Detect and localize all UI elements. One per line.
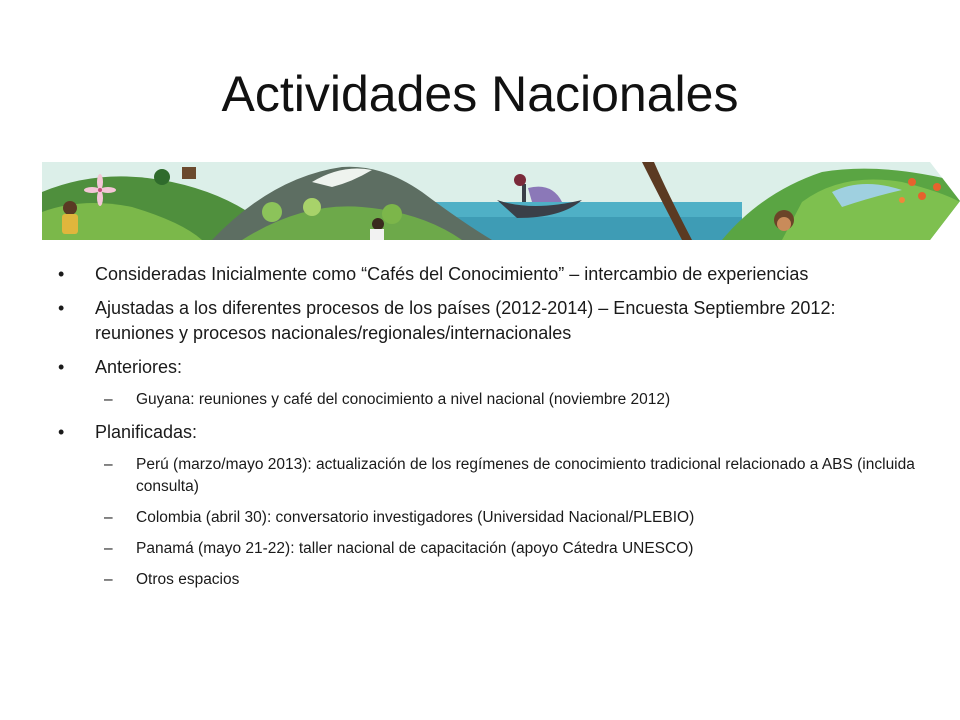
bullet-item: • Consideradas Inicialmente como “Cafés del Conocimiento” – intercambio de experiencias bbox=[56, 262, 916, 287]
sub-bullet-text: Colombia (abril 30): conversatorio investigadores (Universidad Nacional/PLEBIO) bbox=[136, 509, 695, 526]
dash-marker: – bbox=[104, 540, 113, 557]
dash-marker: – bbox=[104, 391, 113, 408]
landscape-illustration-icon bbox=[42, 162, 960, 240]
bullet-item: • Anteriores: bbox=[56, 355, 916, 380]
dash-marker: – bbox=[104, 509, 113, 526]
sub-bullet-text: Perú (marzo/mayo 2013): actualización de los regímenes de conocimiento tradicional relacionado a ABS (incluida consulta) bbox=[136, 456, 915, 495]
sub-bullet-text: Guyana: reuniones y café del conocimiento a nivel nacional (noviembre 2012) bbox=[136, 391, 671, 408]
sub-bullet-text: Panamá (mayo 21-22): taller nacional de capacitación (apoyo Cátedra UNESCO) bbox=[136, 540, 694, 557]
sub-bullet-item bbox=[56, 538, 916, 560]
sub-bullet-item bbox=[56, 569, 916, 591]
dash-marker: – bbox=[104, 571, 113, 588]
bullet-item: • Planificadas: bbox=[56, 420, 916, 445]
slide-title: Actividades Nacionales bbox=[221, 66, 739, 122]
bullet-list bbox=[56, 262, 916, 600]
sub-bullet-item bbox=[56, 389, 916, 411]
dash-marker: – bbox=[104, 456, 113, 473]
sub-bullet-item bbox=[56, 507, 916, 529]
bullet-item: • Ajustadas a los diferentes procesos de los países (2012-2014) – Encuesta Septiembre 2012: reuniones y procesos nacionales/regionales/internacionales bbox=[56, 296, 916, 346]
sub-bullet-item bbox=[56, 454, 916, 498]
sub-bullet-text: Otros espacios bbox=[136, 571, 240, 588]
banner-illustration bbox=[42, 162, 960, 240]
